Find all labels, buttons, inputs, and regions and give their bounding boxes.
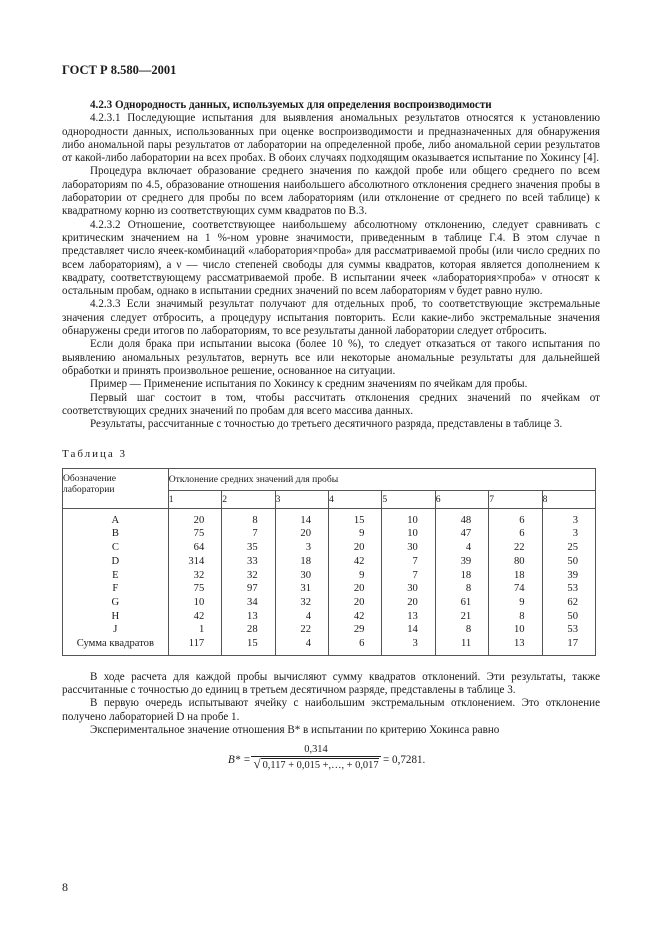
value-cell: 15 [329, 508, 382, 527]
sample-number-header: 3 [275, 490, 328, 508]
table-row [63, 508, 596, 527]
value-cell: 64 [168, 541, 222, 555]
formula-denominator-wrap [251, 757, 381, 772]
value-cell: 42 [329, 555, 382, 569]
value-cell: 18 [275, 555, 328, 569]
value-cell: 9 [329, 569, 382, 583]
value-cell: 20 [329, 541, 382, 555]
section-title: 4.2.3 Однородность данных, используемых для определения воспроизводимости [90, 99, 492, 111]
value-cell: 6 [329, 637, 382, 655]
value-cell: 39 [542, 569, 595, 583]
paragraph: Экспериментальное значение отношения B* в испытании по критерию Хокинса равно [90, 723, 500, 736]
hawkins-formula [62, 742, 600, 782]
lab-label-cell: J [63, 623, 169, 637]
table-row [63, 555, 596, 569]
value-cell: 8 [489, 610, 542, 624]
value-cell: 8 [435, 582, 488, 596]
value-cell: 53 [542, 582, 595, 596]
value-cell: 18 [435, 569, 488, 583]
value-cell: 61 [435, 596, 488, 610]
value-cell: 39 [435, 555, 488, 569]
table-row [63, 541, 596, 555]
value-cell: 4 [275, 610, 328, 624]
value-cell: 50 [542, 555, 595, 569]
value-cell: 34 [222, 596, 275, 610]
value-cell: 10 [382, 508, 435, 527]
value-cell: 3 [542, 527, 595, 541]
value-cell: 30 [275, 569, 328, 583]
paragraph: Первый шаг состоит в том, чтобы рассчитать отклонения средних значений по ячейкам от соответствующих средних значений по пробам для всего массива данных. [62, 391, 600, 417]
formula-lhs: B* = [228, 754, 251, 767]
paragraph: Пример — Применение испытания по Хокинсу к средним значениям по ячейкам для пробы. [90, 378, 528, 391]
value-cell: 13 [489, 637, 542, 655]
value-cell: 53 [542, 623, 595, 637]
value-cell: 314 [168, 555, 222, 569]
sample-number-header: 2 [222, 490, 275, 508]
value-cell: 35 [222, 541, 275, 555]
value-cell: 48 [435, 508, 488, 527]
value-cell: 11 [435, 637, 488, 655]
paragraph: Результаты, рассчитанные с точностью до третьего десятичного разряда, представлены в таблице 3. [90, 418, 563, 431]
value-cell: 62 [542, 596, 595, 610]
lab-label-cell: B [63, 527, 169, 541]
value-cell: 42 [168, 610, 222, 624]
lab-label-cell: C [63, 541, 169, 555]
paragraph: Процедура включает образование среднего значения по каждой пробе или общего среднего по всем лабораториям по 4.5, образование отношения наибольшего абсолютного отклонения среднего значения пробы в лаборатории от среднего для пробы по всем лабораториям (или отклонение от среднего по всей таблице) к квадратному корню из соответствующих сумм квадратов по В.3. [62, 165, 600, 218]
table-row [63, 582, 596, 596]
value-cell: 3 [382, 637, 435, 655]
value-cell: 7 [222, 527, 275, 541]
paragraph: В ходе расчета для каждой пробы вычисляют сумму квадратов отклонений. Эти результаты, также рассчитанные с точностью до единиц в третьем десятичном разряде, представлены в таблице 3. [62, 670, 600, 697]
lab-label-cell: G [63, 596, 169, 610]
paragraph: 4.2.3.1 Последующие испытания для выявления аномальных результатов относятся к установлению однородности данных, использованных при оценке воспроизводимости и предназначенных для обнаружения либо аномальной пары результатов от лаборатории на определенной пробе, либо аномальной серии результатов от какой-либо лаборатории на всех пробах. В обоих случаях подходящим оказывается испытание по Хокинсу [4]. [62, 112, 600, 165]
value-cell: 3 [275, 541, 328, 555]
value-cell: 20 [382, 596, 435, 610]
value-cell: 10 [489, 623, 542, 637]
paragraph: Если доля брака при испытании высока (более 10 %), то следует отказаться от такого испытания по выявлению аномальных результатов, вернуть все или некоторые аномальные результаты для дальнейшей обработки и принять произвольное решение, основанное на ситуации. [62, 338, 600, 377]
value-cell: 18 [489, 569, 542, 583]
value-cell: 20 [275, 527, 328, 541]
value-cell: 22 [275, 623, 328, 637]
value-cell: 25 [542, 541, 595, 555]
value-cell: 31 [275, 582, 328, 596]
formula-denominator: 0,117 + 0,015 +,…, + 0,017 [262, 760, 379, 772]
lab-label-cell: D [63, 555, 169, 569]
value-cell: 7 [382, 569, 435, 583]
paragraph: 4.2.3.2 Отношение, соответствующее наибольшему абсолютному отклонению, следует сравнивать с критическим значением на 1 %-ном уровне значимости, приведенным в таблице Г.4. В этом случае n представляет число ячеек-комбинаций «лаборатория×проба» для рассматриваемой пробы (или число средних по всем лабораториям), а ν — число степеней свободы для суммы квадратов, которая является дополнением к квадрату, соответствующему рассматриваемой пробе. В испытании ячеек «лаборатория×проба» ν относят к остальным пробам, однако в испытании средних значений по всем лабораториям ν будет равно нулю. [62, 218, 600, 298]
value-cell: 1 [168, 623, 222, 637]
deviation-table [62, 468, 596, 656]
sample-number-header: 1 [168, 490, 222, 508]
formula-fraction [251, 743, 381, 772]
value-cell: 15 [222, 637, 275, 655]
paragraph: В первую очередь испытывают ячейку с наибольшим экстремальным отклонением. Это отклонение получено лабораторией D на пробе 1. [62, 697, 600, 723]
sample-number-header: 7 [489, 490, 542, 508]
sqrt-icon: √ [253, 756, 261, 772]
value-cell: 13 [222, 610, 275, 624]
value-cell: 75 [168, 527, 222, 541]
value-cell: 6 [489, 527, 542, 541]
value-cell: 74 [489, 582, 542, 596]
table-row [63, 527, 596, 541]
value-cell: 14 [275, 508, 328, 527]
value-cell: 47 [435, 527, 488, 541]
value-cell: 32 [275, 596, 328, 610]
value-cell: 29 [329, 623, 382, 637]
value-cell: 6 [489, 508, 542, 527]
value-cell: 17 [542, 637, 595, 655]
value-cell: 42 [329, 610, 382, 624]
value-cell: 10 [168, 596, 222, 610]
value-cell: 80 [489, 555, 542, 569]
formula-numerator: 0,314 [304, 744, 328, 756]
value-cell: 50 [542, 610, 595, 624]
table-row [63, 596, 596, 610]
value-cell: 14 [382, 623, 435, 637]
lab-label-cell: F [63, 582, 169, 596]
value-cell: 3 [542, 508, 595, 527]
lab-column-header: Обозначение лаборатории [63, 468, 169, 508]
table-row [63, 610, 596, 624]
sample-number-header: 6 [435, 490, 488, 508]
page-number: 8 [62, 880, 68, 894]
value-cell: 30 [382, 541, 435, 555]
value-cell: 8 [222, 508, 275, 527]
formula-result: = 0,7281. [383, 754, 426, 767]
value-cell: 9 [489, 596, 542, 610]
sample-number-header: 5 [382, 490, 435, 508]
value-cell: 32 [168, 569, 222, 583]
table-row [63, 637, 596, 655]
value-cell: 7 [382, 555, 435, 569]
value-cell: 33 [222, 555, 275, 569]
value-cell: 28 [222, 623, 275, 637]
lab-label-cell: Сумма квадратов [63, 637, 169, 655]
value-cell: 20 [168, 508, 222, 527]
sample-group-header: Отклонение средних значений для пробы [168, 468, 595, 490]
document-body [62, 99, 600, 782]
table-caption: Таблица 3 [62, 448, 128, 461]
value-cell: 8 [435, 623, 488, 637]
value-cell: 32 [222, 569, 275, 583]
value-cell: 4 [435, 541, 488, 555]
value-cell: 9 [329, 527, 382, 541]
table-row [63, 569, 596, 583]
value-cell: 4 [275, 637, 328, 655]
value-cell: 13 [382, 610, 435, 624]
table-body [63, 508, 596, 655]
sample-number-header: 8 [542, 490, 595, 508]
sample-number-header: 4 [329, 490, 382, 508]
lab-label-cell: H [63, 610, 169, 624]
value-cell: 75 [168, 582, 222, 596]
value-cell: 21 [435, 610, 488, 624]
lab-label-cell: E [63, 569, 169, 583]
lab-label-cell: A [63, 508, 169, 527]
table-row [63, 623, 596, 637]
value-cell: 10 [382, 527, 435, 541]
after-table-text [62, 671, 600, 737]
paragraph: 4.2.3.3 Если значимый результат получают для отдельных проб, то соответствующие экстремальные значения следует отбросить, а процедуру испытания повторить. Если какие-либо экстремальные значения обнаружены среди итогов по лабораториям, то все результаты данной лаборатории следует отбросить. [62, 298, 600, 338]
value-cell: 97 [222, 582, 275, 596]
value-cell: 30 [382, 582, 435, 596]
value-cell: 22 [489, 541, 542, 555]
value-cell: 20 [329, 582, 382, 596]
value-cell: 117 [168, 637, 222, 655]
value-cell: 20 [329, 596, 382, 610]
document-header: ГОСТ Р 8.580—2001 [62, 63, 177, 77]
